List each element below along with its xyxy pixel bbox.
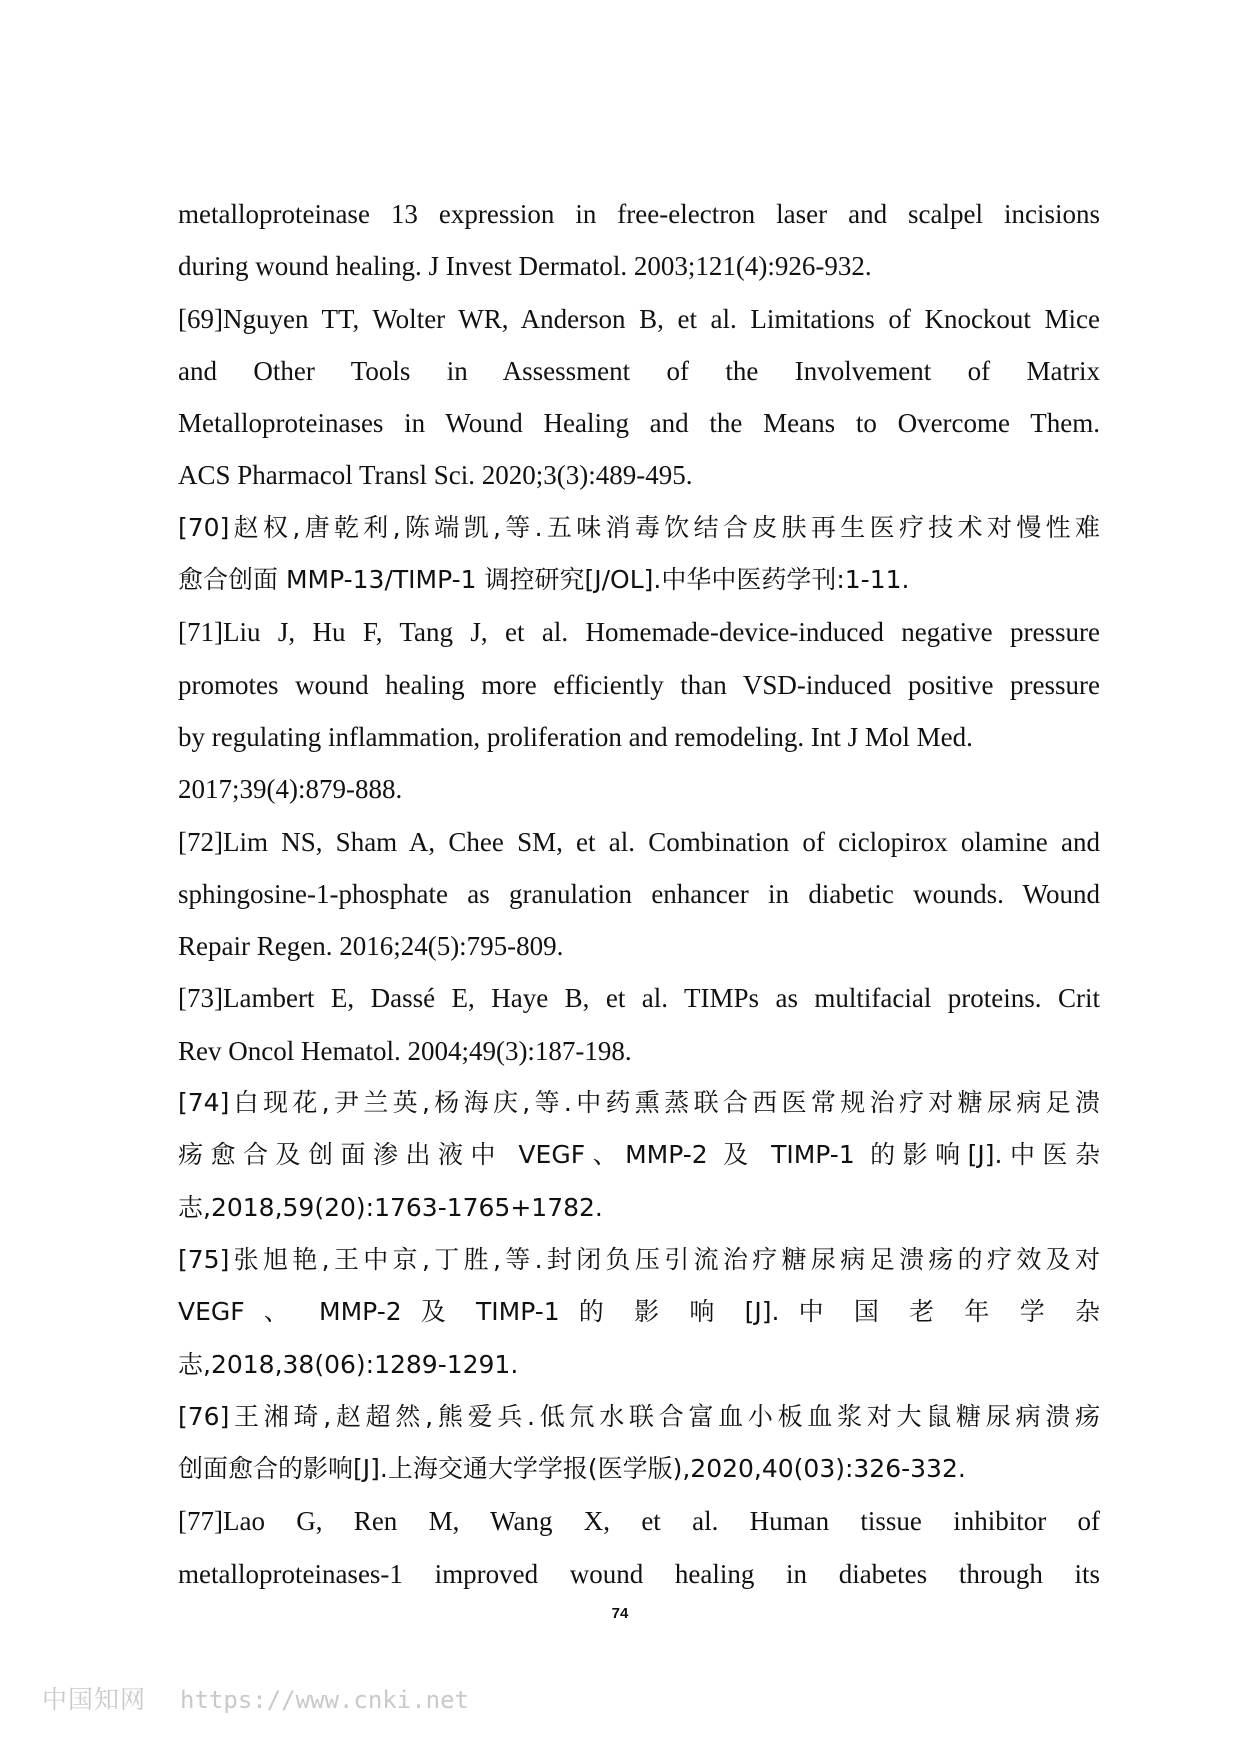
reference-line: 疡愈合及创面渗出液中 VEGF、MMP-2 及 TIMP-1 的影响[J].中医杂 — [178, 1140, 1100, 1170]
reference-line: by regulating inflammation, proliferation and remodeling. Int J Mol Med. — [178, 721, 973, 752]
reference-line: 愈合创面 MMP-13/TIMP-1 调控研究[J/OL].中华中医药学刊:1-11. — [178, 565, 910, 595]
reference-line: metalloproteinases-1 improved wound healing in diabetes through its — [178, 1558, 1100, 1589]
reference-line: [77]Lao G, Ren M, Wang X, et al. Human tissue inhibitor of — [178, 1506, 1100, 1537]
reference-line: [76]王湘琦,赵超然,熊爱兵.低氘水联合富血小板血浆对大鼠糖尿病溃疡 — [178, 1401, 1100, 1431]
reference-line: metalloproteinase 13 expression in free-electron laser and scalpel incisions — [178, 199, 1100, 229]
reference-line: 创面愈合的影响[J].上海交通大学学报(医学版),2020,40(03):326-332. — [178, 1454, 966, 1484]
reference-line: promotes wound healing more efficiently than VSD-induced positive pressure — [178, 669, 1100, 700]
reference-line: sphingosine-1-phosphate as granulation enhancer in diabetic wounds. Wound — [178, 878, 1100, 909]
reference-line: [75]张旭艳,王中京,丁胜,等.封闭负压引流治疗糖尿病足溃疡的疗效及对 — [178, 1244, 1100, 1274]
reference-line: 志,2018,38(06):1289-1291. — [178, 1349, 519, 1379]
reference-line: 2017;39(4):879-888. — [178, 774, 403, 805]
reference-line: Metalloproteinases in Wound Healing and the Means to Overcome Them. — [178, 408, 1100, 439]
reference-line: ACS Pharmacol Transl Sci. 2020;3(3):489-495. — [178, 460, 693, 491]
reference-line: [71]Liu J, Hu F, Tang J, et al. Homemade-device-induced negative pressure — [178, 617, 1100, 648]
reference-line: and Other Tools in Assessment of the Involvement of Matrix — [178, 355, 1100, 386]
reference-line: [69]Nguyen TT, Wolter WR, Anderson B, et al. Limitations of Knockout Mice — [178, 303, 1100, 334]
reference-line: Rev Oncol Hematol. 2004;49(3):187-198. — [178, 1035, 632, 1066]
reference-list — [178, 188, 1100, 1600]
reference-line: during wound healing. J Invest Dermatol. 2003;121(4):926-932. — [178, 251, 872, 282]
page-number: 74 — [611, 1605, 629, 1622]
footer-brand: 中国知网 — [42, 1685, 147, 1714]
reference-line: VEGF 、 MMP-2 及 TIMP-1 的 影 响 [J]. 中 国 老 年 学 杂 — [178, 1297, 1100, 1327]
reference-line: [72]Lim NS, Sham A, Chee SM, et al. Combination of ciclopirox olamine and — [178, 826, 1100, 857]
reference-line: [70]赵权,唐乾利,陈端凯,等.五味消毒饮结合皮肤再生医疗技术对慢性难 — [178, 512, 1100, 542]
reference-line: Repair Regen. 2016;24(5):795-809. — [178, 931, 564, 962]
reference-line: [73]Lambert E, Dassé E, Haye B, et al. TIMPs as multifacial proteins. Crit — [178, 983, 1100, 1014]
footer-url: https://www.cnki.net — [180, 1686, 469, 1714]
footer-watermark — [42, 1680, 469, 1716]
reference-line: [74]白现花,尹兰英,杨海庆,等.中药熏蒸联合西医常规治疗对糖尿病足溃 — [178, 1088, 1100, 1118]
reference-line: 志,2018,59(20):1763-1765+1782. — [178, 1192, 603, 1222]
